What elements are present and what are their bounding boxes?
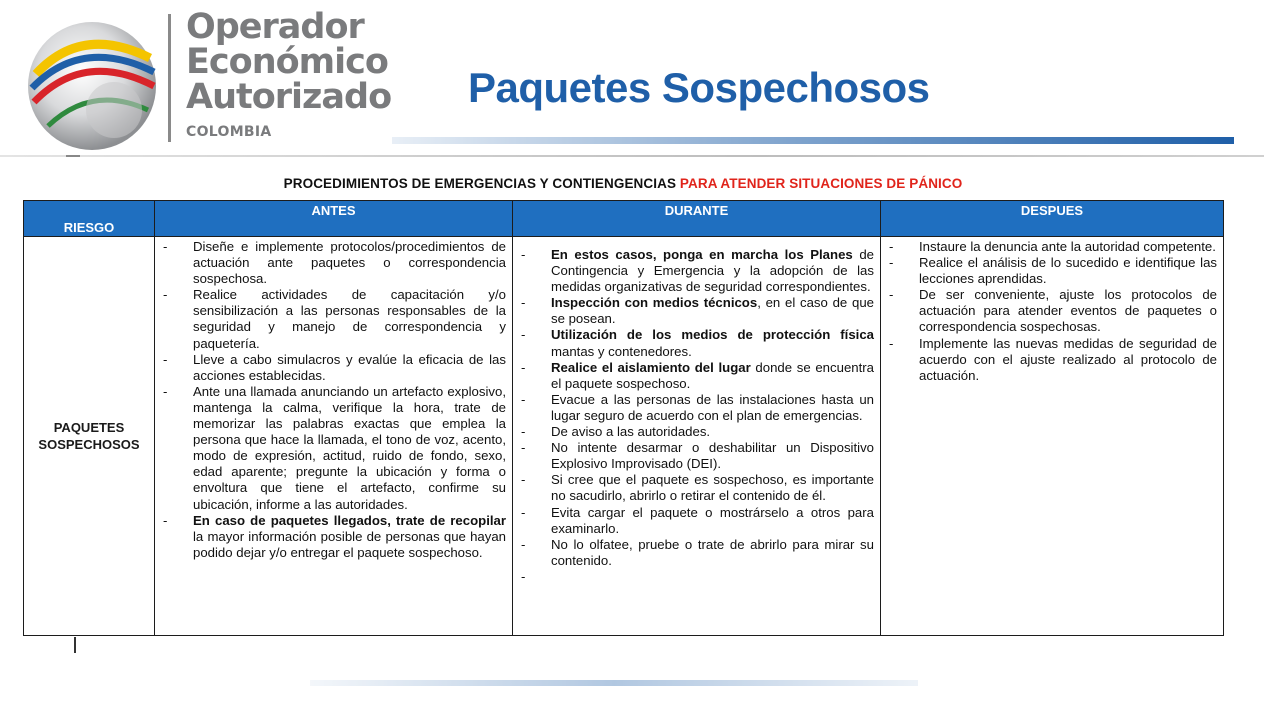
list-item [518, 360, 874, 392]
header-dash [66, 155, 80, 157]
list-item [518, 295, 874, 327]
list-item-text: Instaure la denuncia ante la autoridad competente. [919, 239, 1216, 254]
brand-name [186, 7, 392, 140]
risk-cell [24, 237, 155, 636]
list-item-text: Ante una llamada anunciando un artefacto explosivo, mantenga la calma, verifique la hora, trate de memorizar las palabras exactas que emplea la persona que hace la llamada, el tono de voz, acento, modo de expresión, actitud, ruido de fondo, sexo, edad aparente; pregunte la ubicación y forma o envoltura que tiene el artefacto, confirme su ubicación, informe a las autoridades. [193, 383, 506, 512]
list-item [160, 287, 506, 351]
table-header-row [24, 201, 1224, 237]
antes-cell [155, 237, 513, 636]
despues-list [881, 237, 1223, 384]
list-item-text: de Contingencia y Emergencia y la adopción de las medidas organizativas de seguridad correspondientes. [551, 247, 874, 295]
list-item [518, 327, 874, 359]
list-item-text: donde se encuentra el paquete sospechoso. [551, 359, 875, 391]
list-item-text: , en el caso de que se posean. [551, 295, 874, 327]
list-item-text: Evita cargar el paquete o mostrárselo a otros para examinarlo. [551, 504, 874, 536]
table-heading-main: PROCEDIMIENTOS DE EMERGENCIAS Y CONTIENGENCIAS [283, 176, 677, 191]
list-item [160, 384, 506, 513]
header-despues: DESPUES [881, 201, 1224, 237]
list-item [886, 255, 1217, 287]
footer-rule [310, 680, 918, 686]
table-heading-highlight: PARA ATENDER SITUACIONES DE PÁNICO [679, 176, 963, 191]
list-item [886, 239, 1217, 255]
text-cursor-mark [74, 637, 76, 653]
list-item-text: Diseñe e implemente protocolos/procedimientos de actuación ante paquetes o correspondencia sospechosa. [193, 239, 506, 287]
title-underline [392, 137, 1234, 144]
list-item-text: No intente desarmar o deshabilitar un Dispositivo Explosivo Improvisado (DEI). [551, 440, 874, 472]
list-item-text: De ser conveniente, ajuste los protocolos de actuación para atender eventos de paquetes o correspondencia sospechosas. [919, 287, 1217, 335]
durante-cell [513, 237, 881, 636]
list-item [886, 336, 1217, 384]
list-item-bold: Inspección con medios técnicos [551, 295, 758, 311]
oea-logo-icon [22, 14, 162, 154]
table-heading [24, 176, 1222, 191]
risk-label-line1: PAQUETES [53, 420, 125, 435]
list-item-text: Realice actividades de capacitación y/o sensibilización a las personas responsables de la seguridad y manejo de correspondencia y paquetería. [193, 287, 506, 351]
list-item-bold: En estos casos, ponga en marcha los Planes [551, 247, 853, 262]
durante-list [513, 237, 880, 585]
list-item [518, 440, 874, 472]
list-item [886, 287, 1217, 335]
list-item [160, 352, 506, 384]
list-item-text: Implemente las nuevas medidas de seguridad de acuerdo con el ajuste realizado al protocolo de actuación. [919, 335, 1217, 383]
list-item [518, 537, 874, 569]
list-item [518, 569, 874, 585]
list-item-text: De aviso a las autoridades. [551, 424, 711, 440]
header-durante: DURANTE [513, 201, 881, 237]
header-antes: ANTES [155, 201, 513, 237]
list-item [518, 392, 874, 424]
list-item-text: No lo olfatee, pruebe o trate de abrirlo para mirar su contenido. [551, 536, 874, 568]
list-item-text: mantas y contenedores. [551, 343, 692, 359]
brand-line-3: Autorizado [186, 77, 392, 117]
list-item [518, 247, 874, 295]
list-item-bold: Realice el aislamiento del lugar [551, 359, 751, 375]
brand-divider [168, 14, 171, 142]
table-row [24, 237, 1224, 636]
risk-label-line2: SOSPECHOSOS [38, 437, 140, 452]
list-item-text: Realice el análisis de lo sucedido e identifique las lecciones aprendidas. [919, 255, 1217, 287]
brand-line-2: Económico [186, 42, 388, 82]
page-title: Paquetes Sospechosos [468, 64, 930, 111]
brand-line-1: Operador [186, 7, 364, 47]
list-item-bold: Utilización de los medios de protección física [551, 327, 874, 343]
list-item [518, 424, 874, 440]
list-item-bold: En caso de paquetes llegados, trate de recopilar [193, 512, 506, 528]
list-item-text: Evacue a las personas de las instalaciones hasta un lugar seguro de acuerdo con el plan de emergencias. [551, 391, 874, 423]
list-item-text: Si cree que el paquete es sospechoso, es importante no sacudirlo, abrirlo o retirar el contenido de él. [551, 472, 874, 504]
list-item-text: la mayor información posible de personas que hayan podido dejar y/o entregar el paquete sospechoso. [193, 528, 506, 560]
despues-cell [881, 237, 1224, 636]
list-item [518, 505, 874, 537]
list-item [160, 239, 506, 287]
procedures-table [23, 200, 1224, 636]
antes-list [155, 237, 512, 561]
list-item [160, 513, 506, 561]
list-item-text: Lleve a cabo simulacros y evalúe la eficacia de las acciones establecidas. [193, 351, 506, 383]
brand-country: COLOMBIA [186, 124, 272, 140]
list-item [518, 472, 874, 504]
header-riesgo: RIESGO [24, 201, 155, 237]
header-divider [0, 155, 1264, 157]
